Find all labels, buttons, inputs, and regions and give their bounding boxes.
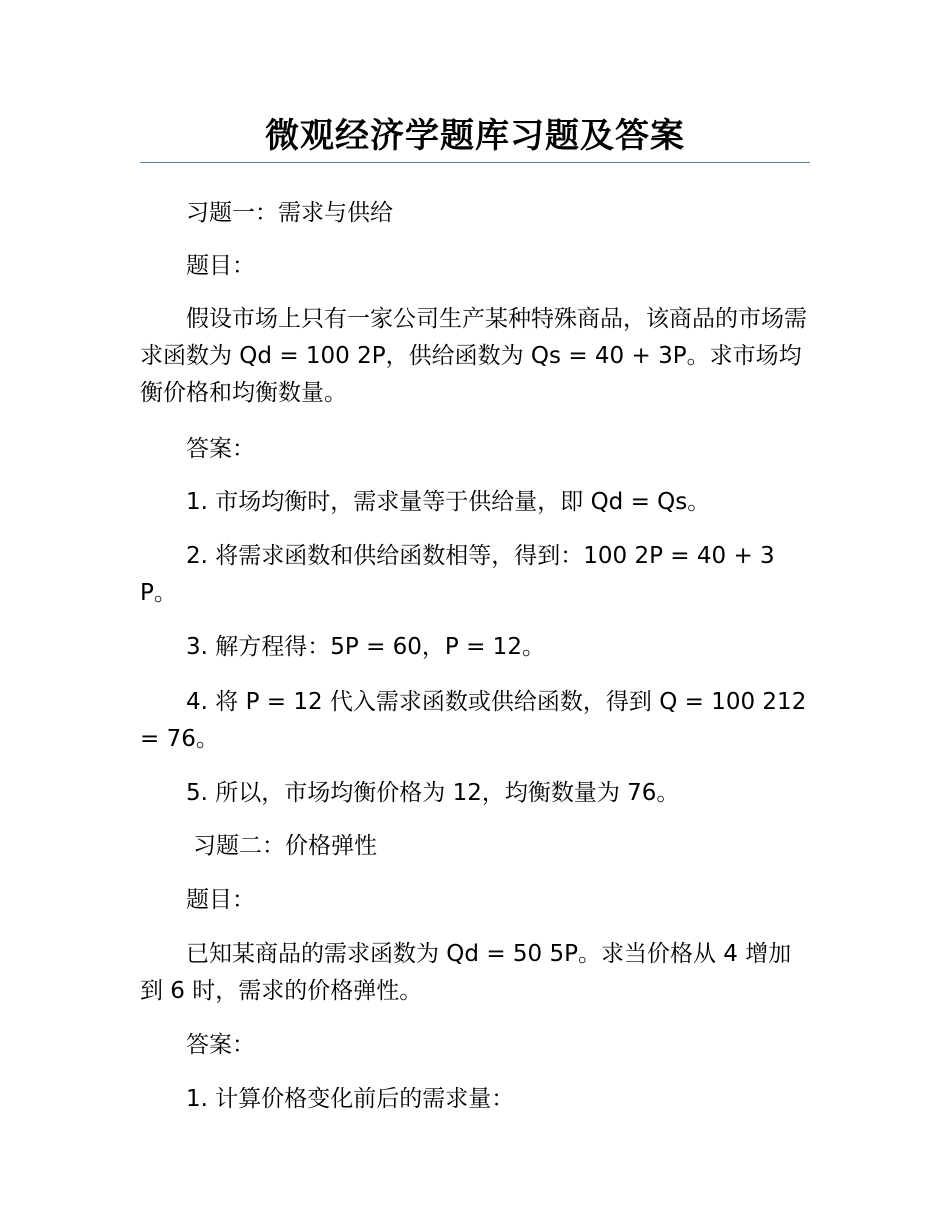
answer-step-5: 5. 所以，市场均衡价格为 12，均衡数量为 76。 (186, 780, 680, 806)
answer-step-3: 3. 解方程得：5P = 60，P = 12。 (186, 634, 545, 660)
exercise-2-heading: 习题二：价格弹性 (193, 833, 377, 859)
question-text: 已知某商品的需求函数为 Qd = 50 5P。求当价格从 4 增加到 6 时，需求的价格弹性。 (140, 941, 792, 1004)
question-label: 题目： (186, 253, 255, 279)
answer-step-1: 1. 计算价格变化前后的需求量： (186, 1086, 515, 1112)
title-underline (140, 162, 810, 163)
answer-step-1: 1. 市场均衡时，需求量等于供给量，即 Qd = Qs。 (186, 489, 711, 515)
exercise-1-heading: 习题一：需求与供给 (186, 200, 393, 226)
answer-step-4: 4. 将 P = 12 代入需求函数或供给函数，得到 Q = 100 212 = 76。 (140, 689, 807, 752)
question-text: 假设市场上只有一家公司生产某种特殊商品，该商品的市场需求函数为 Qd = 100 2P，供给函数为 Qs = 40 + 3P。求市场均衡价格和均衡数量。 (140, 306, 807, 406)
question-label: 题目： (186, 887, 255, 913)
document-title: 微观经济学题库习题及答案 (265, 116, 685, 156)
answer-step-2: 2. 将需求函数和供给函数相等，得到：100 2P = 40 + 3P。 (140, 543, 775, 606)
answer-label: 答案： (186, 1032, 255, 1058)
answer-label: 答案： (186, 436, 255, 462)
